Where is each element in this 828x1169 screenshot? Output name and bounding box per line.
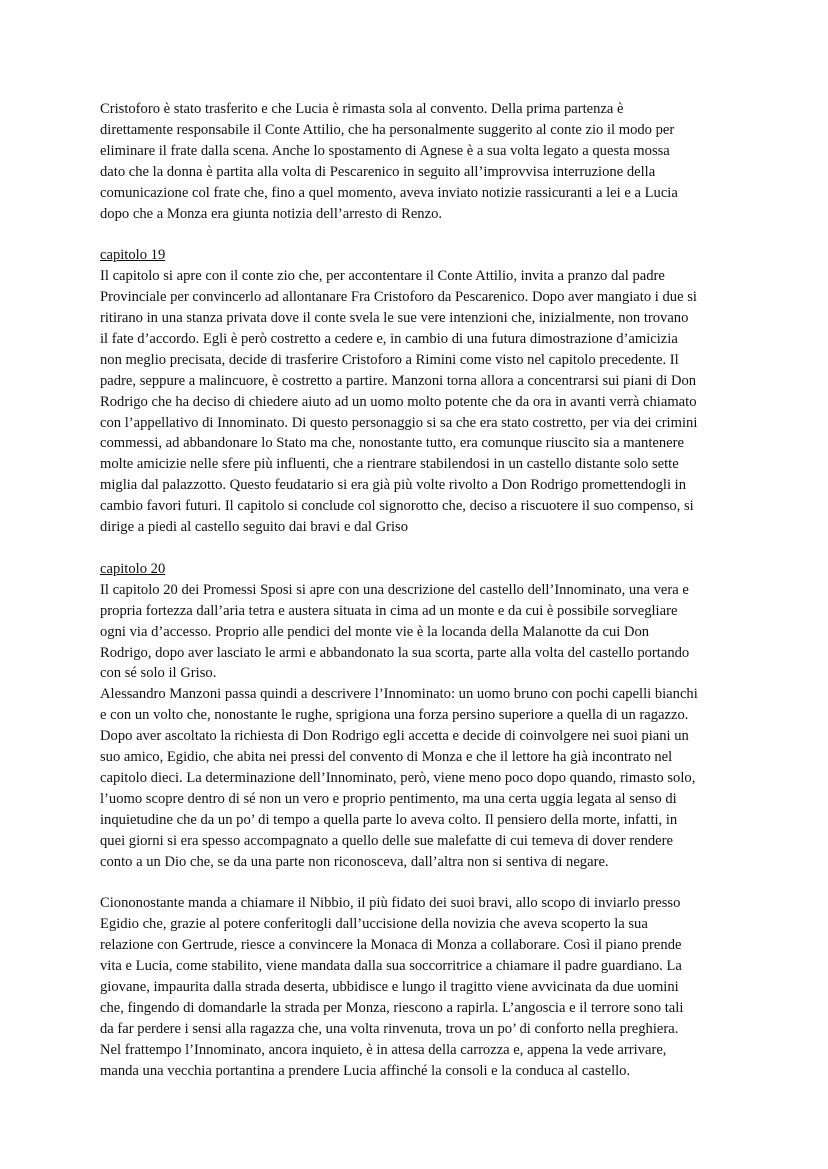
paragraph-gap bbox=[100, 873, 738, 894]
chapter-20-paragraph-2: Alessandro Manzoni passa quindi a descrivere l’Innominato: un uomo bruno con pochi capelli bianchi e con un volto che, nonostante le rughe, sprigiona una forza persino superiore a quella di un ragazzo. Dopo aver ascoltato la richiesta di Don Rodrigo egli accetta e decide di coinvolgere nei suoi piani un suo amico, Egidio, che abita nei pressi del convento di Monza e che il lettore ha già incontrato nel capitolo dieci. La determinazione dell’Innominato, però, viene meno poco dopo quando, rimasto solo, l’uomo scopre dentro di sé non un vero e proprio pentimento, ma una certa uggia legata al senso di inquietudine che da un po’ di tempo a quella parte lo aveva colto. Il pensiero della morte, infatti, in quei giorni si era spesso accompagnato a quello delle sue malefatte di cui temeva di dover rendere conto a un Dio che, se da una parte non riconosceva, dall’altra non si sentiva di negare. bbox=[100, 686, 698, 870]
chapter-19-heading: capitolo 19 bbox=[100, 247, 166, 264]
intro-paragraph: Cristoforo è stato trasferito e che Lucia è rimasta sola al convento. Della prima partenza è direttamente responsabile il Conte Attilio, che ha personalmente suggerito al conte zio il modo per eliminare il frate dalla scena. Anche lo spostamento di Agnese è a sua volta legato a questa mossa dato che la donna è partita alla volta di Pescarenico in seguito all’improvvisa interruzione della comunicazione col frate che, fino a quel momento, aveva inviato notizie rassicuranti a lei e a Lucia dopo che a Monza era giunta notizia dell’arresto di Renzo. bbox=[100, 101, 678, 222]
paragraph-gap bbox=[100, 224, 738, 245]
chapter-20-paragraph-1: Il capitolo 20 dei Promessi Sposi si apre con una descrizione del castello dell’Innominato, una vera e propria fortezza dall’aria tetra e austera situata in cima ad un monte e da cui è possibile sorvegliare ogni via d’accesso. Proprio alle pendici del monte vie è la locanda della Malanotte da cui Don Rodrigo, dopo aver lasciato le armi e abbandonato la sua scorta, parte alla volta del castello portando con sé solo il Griso. bbox=[100, 581, 690, 682]
chapter-20-paragraph-3: Ciononostante manda a chiamare il Nibbio, il più fidato dei suoi bravi, allo scopo di inviarlo presso Egidio che, grazie al potere conferitogli dall’uccisione della novizia che aveva scoperto la sua relazione con Gertrude, riesce a convincere la Monaca di Monza a collaborare. Così il piano prende vita e Lucia, come stabilito, viene mandata dalla sua soccorritrice a chiamare il padre guardiano. La giovane, impaurita dalla strada deserta, ubbidisce e lungo il tragitto viene avvicinata da due uomini che, fingendo di domandarle la strada per Monza, riescono a rapirla. L’angoscia e il terrore sono tali da far perdere i sensi alla ragazza che, una volta rinvenuta, trova un po’ di conforto nella preghiera. Nel frattempo l’Innominato, ancora inquieto, è in attesa della carrozza e, appena la vede arrivare, manda una vecchia portantina a prendere Lucia affinché la consoli e la conduca al castello. bbox=[100, 895, 684, 1079]
chapter-20-heading: capitolo 20 bbox=[100, 560, 166, 577]
paragraph-gap bbox=[100, 538, 738, 559]
chapter-19-paragraph: Il capitolo si apre con il conte zio che, per accontentare il Conte Attilio, invita a pranzo dal padre Provinciale per convincerlo ad allontanare Fra Cristoforo da Pescarenico. Dopo aver mangiato i due si ritirano in una stanza privata dove il conte svela le sue vere intenzioni che, inizialmente, non trovano il fate d’accordo. Egli è però costretto a cedere e, in cambio di una futura dimostrazione d’amicizia non meglio precisata, decide di trasferire Cristoforo a Rimini come visto nel capitolo precedente. Il padre, seppure a malincuore, è costretto a partire. Manzoni torna allora a concentrarsi sui piani di Don Rodrigo che ha deciso di chiedere aiuto ad un uomo molto potente che da ora in avanti verrà chiamato con l’appellativo di Innominato. Di questo personaggio si sa che era stato costretto, per via dei crimini commessi, ad abbandonare lo Stato ma che, nonostante tutto, era comunque riuscito sia a mantenere molte amicizie nelle sfere più influenti, che a rientrare stabilendosi in un castello distante solo sette miglia dal palazzotto. Questo feudatario si era già più volte rivolto a Don Rodrigo promettendogli in cambio favori futuri. Il capitolo si conclude col signorotto che, deciso a riscuotere il suo compenso, si dirige a piedi al castello seguito dai bravi e dal Griso bbox=[100, 268, 698, 536]
